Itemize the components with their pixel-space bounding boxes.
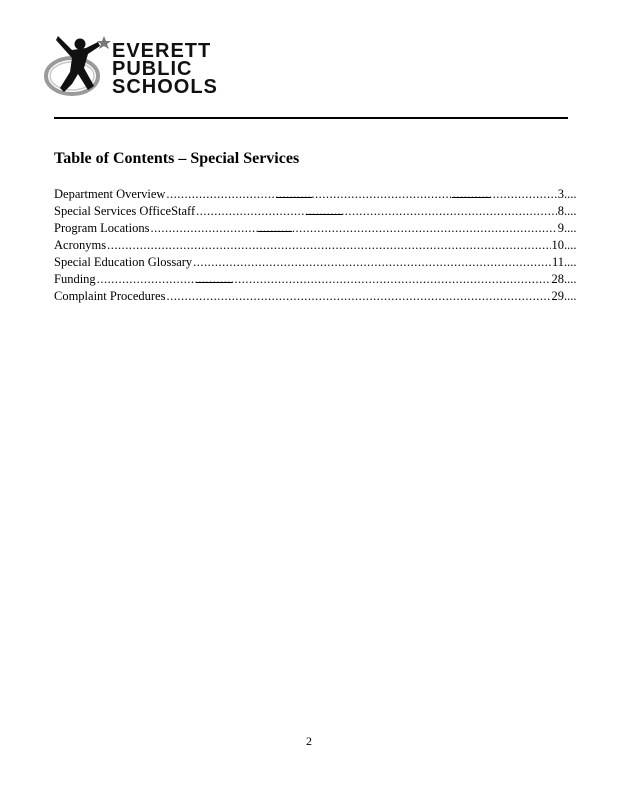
logo-line-2: PUBLIC [112, 58, 193, 80]
toc-entry-page: 10 [551, 238, 564, 252]
toc-entry-page: 3 [557, 187, 564, 201]
trailing-dots [564, 203, 584, 220]
trailing-dots [564, 288, 584, 305]
toc-entry-page: 28 [551, 272, 564, 286]
leader-dots [166, 186, 556, 203]
toc-entry-page: 8 [557, 204, 564, 218]
toc-entry-program-locations[interactable] [54, 220, 584, 237]
leader-dots [107, 237, 550, 254]
logo-wordmark [112, 42, 218, 96]
leader-dots [193, 254, 551, 271]
trailing-dots [564, 186, 584, 203]
toc-entry-page: 29 [551, 289, 564, 303]
toc-entry-label: Special Education Glossary [54, 255, 193, 269]
trailing-dots [564, 254, 584, 271]
tab-underline [258, 231, 292, 232]
toc-entry-complaint-procedures[interactable] [54, 288, 584, 305]
toc-entry-label: Acronyms [54, 238, 107, 252]
table-of-contents [54, 186, 584, 305]
leader-dots [97, 271, 551, 288]
header-rule [54, 117, 568, 119]
toc-title: Table of Contents – Special Services [54, 150, 300, 167]
toc-entry-label: Department Overview [54, 187, 166, 201]
trailing-dots [564, 271, 584, 288]
toc-entry-special-education-glossary[interactable] [54, 254, 584, 271]
tab-underline [196, 282, 232, 283]
trailing-dots [564, 220, 584, 237]
logo-line-3: SCHOOLS [112, 76, 218, 98]
toc-entry-label: Special Services OfficeStaff [54, 204, 196, 218]
leader-dots [166, 288, 550, 305]
toc-entry-funding[interactable] [54, 271, 584, 288]
page-number: 2 [306, 734, 312, 748]
toc-entry-label: Funding [54, 272, 96, 286]
toc-entry-page: 9 [557, 221, 564, 235]
toc-entry-department-overview[interactable] [54, 186, 584, 203]
toc-entry-special-services-office-staff[interactable] [54, 203, 584, 220]
toc-entry-page: 11 [551, 255, 564, 269]
toc-entry-label: Program Locations [54, 221, 150, 235]
toc-entry-label: Complaint Procedures [54, 289, 166, 303]
tab-underline [452, 197, 490, 198]
leader-dots [196, 203, 557, 220]
leader-dots [150, 220, 556, 237]
everett-public-schools-logo [42, 30, 222, 106]
tab-underline [306, 214, 342, 215]
trailing-dots [564, 237, 584, 254]
logo-line-1: EVERETT [112, 40, 212, 62]
toc-entry-acronyms[interactable] [54, 237, 584, 254]
running-figure-star-icon [42, 30, 114, 106]
tab-underline [276, 197, 312, 198]
